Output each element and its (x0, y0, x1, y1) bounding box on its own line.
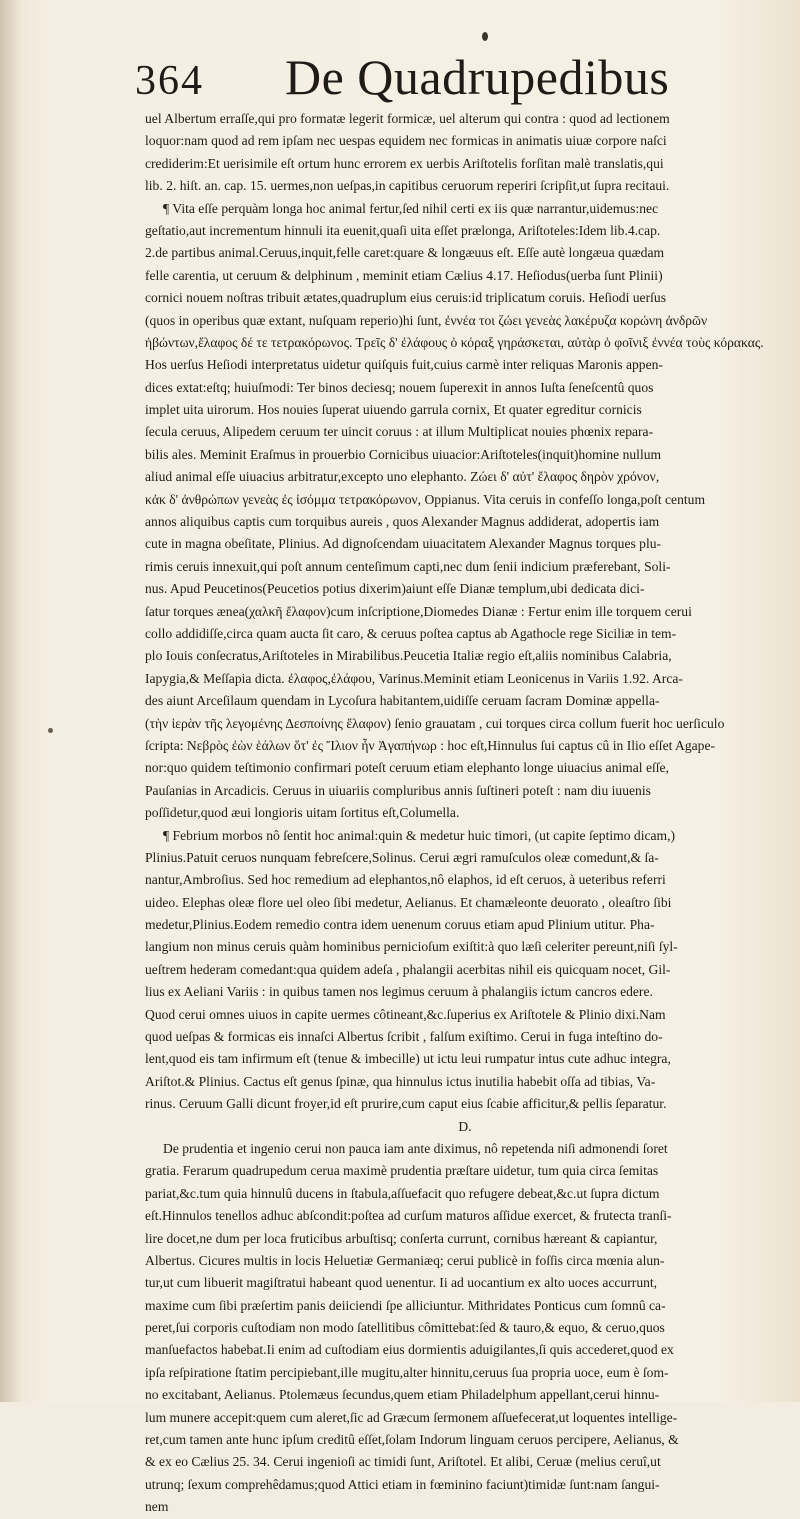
text-line: Quod cerui omnes uiuos in capite uermes côtineant,&c.ſuperius ex Ariſtotele & Plinio dixi.Nam (145, 1006, 666, 1022)
text-line: De prudentia et ingenio cerui non pauca iam ante diximus, nô repetenda niſi admonendi ſoret (163, 1140, 668, 1156)
text-line: eſt.Hinnulos tenellos adhuc abſcondit:poſtea ad curſum maturos aſſidue exercet, & frutecta tranſi- (145, 1208, 672, 1224)
text-line: medetur,Plinius.Eodem remedio contra idem uenenum coruus etiam apud Plinium utitur. Pha- (145, 917, 655, 933)
text-line: annos aliquibus captis cum torquibus aureis , quos Alexander Magnus addiderat, adopertis iam (145, 514, 660, 530)
text-line: bilis ales. Meminit Eraſmus in prouerbio Cornicibus uiuacior:Ariſtoteles(inquit)homine nullum (145, 446, 662, 462)
text-line: cornici nouem noſtras tribuit ætates,quadruplum eius ceruis:id triplicatum coruis. Heſiodi uerſus (145, 290, 666, 306)
text-line: des aiunt Arceſilaum quendam in Lycoſura habitantem,uidiſſe ceruam ſacram Dominæ appella- (145, 693, 660, 709)
text-line: plo Iouis conſecratus,Ariſtoteles in Mirabilibus.Peucetia Italiæ regio eſt,aliis nominibus Calabria, (145, 648, 672, 664)
text-line: 2.de partibus animal.Ceruus,inquit,felle caret:quare & longæuus eſt. Eſſe autè longæua quædam (145, 245, 665, 261)
page-number: 364 (135, 58, 204, 104)
text-line: poſſidetur,quod æui longioris uitam ſortitus eſt,Columella. (145, 805, 460, 821)
text-line: Plinius.Patuit ceruos nunquam febreſcere,Solinus. Cerui ægri ramuſculos oleæ comedunt,& ſa- (145, 849, 659, 865)
text-line: lent,quod eis tam infirmum eſt (tenue & imbecille) ut ictu leui rumpatur intus cute adhuc integra, (145, 1051, 671, 1067)
text-line: (τὴν ἱερὰν τῆς λεγομένης Δεσποίνης ἔλαφον) ſenio grauatam , cui torques circa collum fuerit hoc uerſiculo (145, 715, 725, 731)
text-line: Iapygia,& Meſſapia dicta. ἐλαφος,ἐλάφου, Varinus.Meminit etiam Leonicenus in Variis 1.92. Arca- (145, 670, 683, 686)
text-line: rimis ceruis innexuit,qui poſt annum centeſimum capti,nec dum ſenii indicium præferebant, Soli- (145, 558, 671, 574)
text-line: lib. 2. hiſt. an. cap. 15. uermes,non ueſpas,in capitibus ceruorum reperiri ſcripſit,ut ſupra recitaui. (145, 178, 670, 194)
text-line: tur,ut cum libuerit magiſtratui habeant quod uenentur. Ii ad uocantium ex alto uoces accurrunt, (145, 1275, 658, 1291)
text-line: crediderim:Et uerisimile eſt ortum hunc errorem ex uerbis Ariſtotelis forſitan malè translatis,qui (145, 155, 664, 171)
text-line: uideo. Elephas oleæ flore uel oleo ſibi medetur, Aelianus. Et chamæleonte deuorato , oleaſtro ſibi (145, 894, 672, 910)
text-line: lum munere accepit:quem cum aleret,ſic ad Græcum ſermonem aſſuefecerat,ut loquentes intellige- (145, 1409, 678, 1425)
text-line: gratia. Ferarum quadrupedum cerua maximè prudentia præſtare uidetur, tum quia circa ſemitas (145, 1163, 659, 1179)
text-line: utrunq; ſexum comprehêdamus;quod Attici etiam in fœminino faciunt)timidæ ſunt:nam ſangui- (145, 1476, 660, 1492)
text-line: Hos uerſus Heſiodi interpretatus uidetur quiſquis fuit,cuius carmè inter reliquas Maronis appen- (145, 357, 663, 373)
text-line: ſatur torques ænea(χαλκῆ ἔλαφον)cum inſcriptione,Diomedes Dianæ : Fertur enim ille torquem cerui (145, 603, 692, 619)
text-line: Albertus. Cicures multis in locis Heluetiæ Germaniæq; cerui publicè in foſſis circa mœnia alun- (145, 1252, 665, 1268)
text-line: Ariſtot.& Plinius. Cactus eſt genus ſpinæ, qua hinnulus ictus inutilia habebit oſſa ad tibias, Va- (145, 1073, 656, 1089)
text-line: quod ueſpas & formicas eis innaſci Albertus ſcribit , falſum exiſtimo. Cerui in fuga inteſtino do- (145, 1029, 663, 1045)
page-header (135, 49, 775, 112)
text-line: langium non minus ceruis quàm hominibus pernicioſum exiſtit:à quo læſi celeriter pereunt,niſi ſyl- (145, 939, 678, 955)
text-line: geſtatio,aut incrementum hinnuli ita euenit,quaſi uita eſſet prælonga, Ariſtoteles:Idem lib.4.cap. (145, 222, 661, 238)
text-line: nor:quo quidem teſtimonio confirmari poteſt ceruum etiam elephanto longe uiuacius animal eſſe, (145, 760, 669, 776)
margin-mark (48, 728, 53, 733)
text-line: D. (458, 1118, 472, 1134)
text-line: ¶ Febrium morbos nô ſentit hoc animal:quin & medetur huic timori, (ut capite ſeptimo dicam,) (163, 827, 676, 843)
text-line: & ex eo Cælius 25. 34. Cerui ingenioſi ac timidi ſunt, Ariſtotel. Et alibi, Ceruæ (melius ceruî,ut (145, 1454, 661, 1470)
text-line: ſcripta: Νεβρὸς ἐὼν ἑάλων ὅτ' ἐς Ἴλιον ἦν Ἀγαπήνωρ : hoc eſt,Hinnulus ſui captus cû in Ilio eſſet Agape- (145, 737, 716, 753)
text-line: ſecula ceruus, Alipedem ceruum ter uincit coruus : at illum Multiplicat nouies phœnix repara- (145, 424, 654, 440)
text-line: lire docet,ne dum per loca fruticibus arbuſtisq; conſerta currunt, cornibus hæreant & capiantur, (145, 1230, 658, 1246)
text-line: (quos in operibus quæ extant, nuſquam reperio)hi ſunt, ἐννέα τοι ζώει γενεὰς λακέρυζα κορώνη ἀνδρῶν (145, 312, 708, 328)
text-line: Pauſanias in Arcadicis. Ceruus in uiuariis compluribus annis ſuſtineri poteſt : nam diu iuuenis (145, 782, 651, 798)
text-line: loquor:nam quod ad rem ipſam nec uespas equidem nec formicas in animatis uiuæ corpore naſci (145, 133, 667, 149)
text-line: nem (145, 1499, 169, 1515)
text-line: pariat,&c.tum quia hinnulû ducens in ſtabula,aſſuefacit quo refugere debeat,&c.ut ſupra dictum (145, 1185, 660, 1201)
text-line: uel Albertum erraſſe,qui pro formatæ legerit formicæ, uel alterum qui contra : quod ad lectionem (145, 111, 670, 126)
text-line: cute in magna obeſitate, Plinius. Ad dignoſcendam uiuacitatem Alexander Magnus torques plu- (145, 536, 662, 552)
text-line: ret,cum tamen ante hunc ipſum creditû eſſet,ſolam Indorum linguam ceruos percipere, Aelianus, & (145, 1432, 679, 1448)
text-block (145, 108, 785, 1519)
text-line: manſuefactos habebat.Ii enim ad cuſtodiam eius dormientis aduigilantes,ſi quis accederet,quod ex (145, 1342, 674, 1358)
text-line: implet uita uirorum. Hos nouies ſuperat uiuendo garrula cornix, Et quater egreditur cornicis (145, 402, 642, 418)
text-line: nus. Apud Peucetinos(Peucetios potius dixerim)aiunt eſſe Dianæ templum,ubi dedicata dici- (145, 581, 645, 597)
text-line: maxime cum ſibi præſertim panis deiiciendi ſpe alliciuntur. Mithridates Ponticus cum ſomnû ca- (145, 1297, 666, 1313)
text-line: rinus. Ceruum Galli dicunt froyer,id eſt prurire,cum caput eius ſcabie afficitur,& pellis ſeparatur. (145, 1096, 667, 1112)
text-line: lius ex Aeliani Variis : in quibus tamen nos legimus ceruum à phalangiis ictum cancros edere. (145, 984, 653, 1000)
text-line: aliud animal eſſe uiuacius arbitratur,excepto uno elephanto. Ζώει δ' αὐτ' ἔλαφος δηρὸν χρόνον, (145, 469, 660, 485)
text-line: nantur,Ambroſius. Sed hoc remedium ad elephantos,nô elaphos, id eſt ceruos, à ueteribus referri (145, 872, 666, 888)
text-line: ἡβώντων,ἔλαφος δέ τε τετρακόρωνος. Τρεῖς δ' ἐλάφους ὁ κόραξ γηράσκεται, αὐτὰρ ὁ φοῖνιξ ἐννέα τοὺς κόρακας. (145, 334, 764, 350)
text-line: felle carentia, ut ceruum & delphinum , meminit etiam Cælius 4.17. Heſiodus(uerba ſunt Plinii) (145, 267, 663, 283)
text-line: ¶ Vita eſſe perquàm longa hoc animal fertur,ſed nihil certi ex iis quæ narrantur,uidemus:nec (163, 200, 659, 216)
text-line: dices extat:eſtq; huiuſmodi: Ter binos deciesq; nouem ſuperexit in annos Iuſta ſeneſcentû quos (145, 379, 654, 395)
text-line: collo addidiſſe,circa quam aucta ſit caro, & ceruus poſtea captus ab Agathocle rege Siciliæ in tem- (145, 625, 677, 641)
text-line: ueſtrem hederam comedant:qua quidem adeſa , phalangii acerbitas nihil eis quicquam nocet, Gil- (145, 961, 671, 977)
text-line: no excitabant, Aelianus. Ptolemæus ſecundus,quem etiam Philadelphum appellant,cerui hinnu- (145, 1387, 660, 1403)
running-title: De Quadrupedibus (285, 49, 670, 105)
text-line: peret,ſui corporis cuſtodiam non modo ſatellitibus cômittebat:ſed & tauro,& equo, & ceruo,quos (145, 1320, 665, 1336)
text-line: κἀκ δ' ἀνθρώπων γενεὰς ἐς ἰσόμμα τετρακόρωνον, Oppianus. Vita ceruis in confeſſo longa,poſt centum (145, 491, 706, 507)
binding-shadow (0, 0, 22, 1402)
ink-spot (482, 32, 488, 41)
text-line: ipſa reſpiratione ſtatim percipiebant,ille mugitu,alter hinnitu,ceruus ſua propria uoce, eum è ſom- (145, 1364, 669, 1380)
